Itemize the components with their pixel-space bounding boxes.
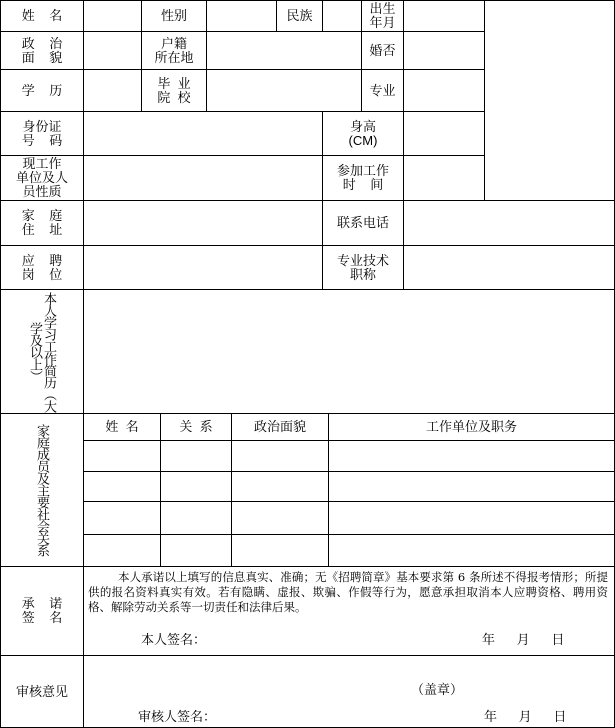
political-status-field[interactable] [83,31,142,70]
name-label: 姓 名 [0,0,84,32]
family-row-4-work[interactable] [328,534,615,567]
gender-field[interactable] [206,0,277,32]
ethnicity-label: 民族 [276,0,323,32]
school-field[interactable] [206,69,362,112]
height-field[interactable] [403,111,485,156]
name-field[interactable] [83,0,142,32]
major-field[interactable] [403,69,485,112]
political-status-label: 政 治 面 貌 [0,31,84,70]
signature-field[interactable] [215,629,455,649]
major-label: 专业 [361,69,404,112]
family-row-4-relation[interactable] [160,534,232,567]
hukou-field[interactable] [206,31,362,70]
education-label: 学 历 [0,69,84,112]
resume-label: 本人学习工作简历（大学及以上） [28,291,57,412]
family-row-3-relation[interactable] [160,501,232,535]
resume-label-cell [0,289,84,414]
family-row-2-relation[interactable] [160,471,232,502]
family-row-1-political[interactable] [231,440,329,472]
review-date: 年 月 日 [484,709,567,724]
education-field[interactable] [83,69,142,112]
pledge-text: 本人承诺以上填写的信息真实、准确；无《招聘简章》基本要求第 6 条所述不得报考情形；所提供的报名资料真实有效。若有隐瞒、虚报、欺骗、作假等行为，愿意承担取消本人应聘资格、聘用资格、解除劳动关系等一切责任和法律后果。 [88,570,608,614]
seal-label: （盖章） [411,683,464,698]
id-card-label: 身份证 号 码 [0,111,84,156]
family-row-2-work[interactable] [328,471,615,502]
ethnicity-field[interactable] [322,0,362,32]
pledge-label: 承 诺 签 名 [0,566,84,656]
birth-label: 出生 年月 [361,0,404,32]
hukou-label: 户籍 所在地 [141,31,207,70]
work-unit-label: 现工作 单位及人 员性质 [0,155,84,201]
photo-area[interactable] [484,0,615,201]
work-start-field[interactable] [403,155,485,201]
position-label: 应 聘 岗 位 [0,245,84,290]
position-field[interactable] [83,245,323,290]
family-header-political: 政治面貌 [231,413,329,441]
professional-title-label: 专业技术 职称 [322,245,404,290]
work-start-label: 参加工作 时 间 [322,155,404,201]
review-label: 审核意见 [0,655,84,728]
phone-label: 联系电话 [322,200,404,246]
family-row-4-political[interactable] [231,534,329,567]
family-row-3-name[interactable] [83,501,161,535]
family-header-relation: 关 系 [160,413,232,441]
family-label-cell [0,413,84,567]
family-row-1-name[interactable] [83,440,161,472]
professional-title-field[interactable] [403,245,615,290]
birth-field[interactable] [403,0,485,32]
reviewer-signature-label: 审核人签名： [138,709,217,724]
family-row-3-work[interactable] [328,501,615,535]
family-header-name: 姓 名 [83,413,161,441]
signature-label: 本人签名： [141,632,207,647]
school-label: 毕 业 院 校 [141,69,207,112]
work-unit-field[interactable] [83,155,323,201]
height-label: 身高 (CM) [322,111,404,156]
family-row-1-work[interactable] [328,440,615,472]
family-label: 家庭成员及主要社会关系 [35,424,50,556]
address-label: 家 庭 住 址 [0,200,84,246]
gender-label: 性别 [141,0,207,32]
family-row-1-relation[interactable] [160,440,232,472]
id-card-field[interactable] [83,111,323,156]
marital-label: 婚否 [361,31,404,70]
family-row-3-political[interactable] [231,501,329,535]
phone-field[interactable] [403,200,615,246]
family-row-2-name[interactable] [83,471,161,502]
family-row-2-political[interactable] [231,471,329,502]
address-field[interactable] [83,200,323,246]
signature-date: 年 月 日 [482,632,565,647]
marital-field[interactable] [403,31,485,70]
family-header-work: 工作单位及职务 [328,413,615,441]
resume-field[interactable] [83,289,615,414]
family-row-4-name[interactable] [83,534,161,567]
